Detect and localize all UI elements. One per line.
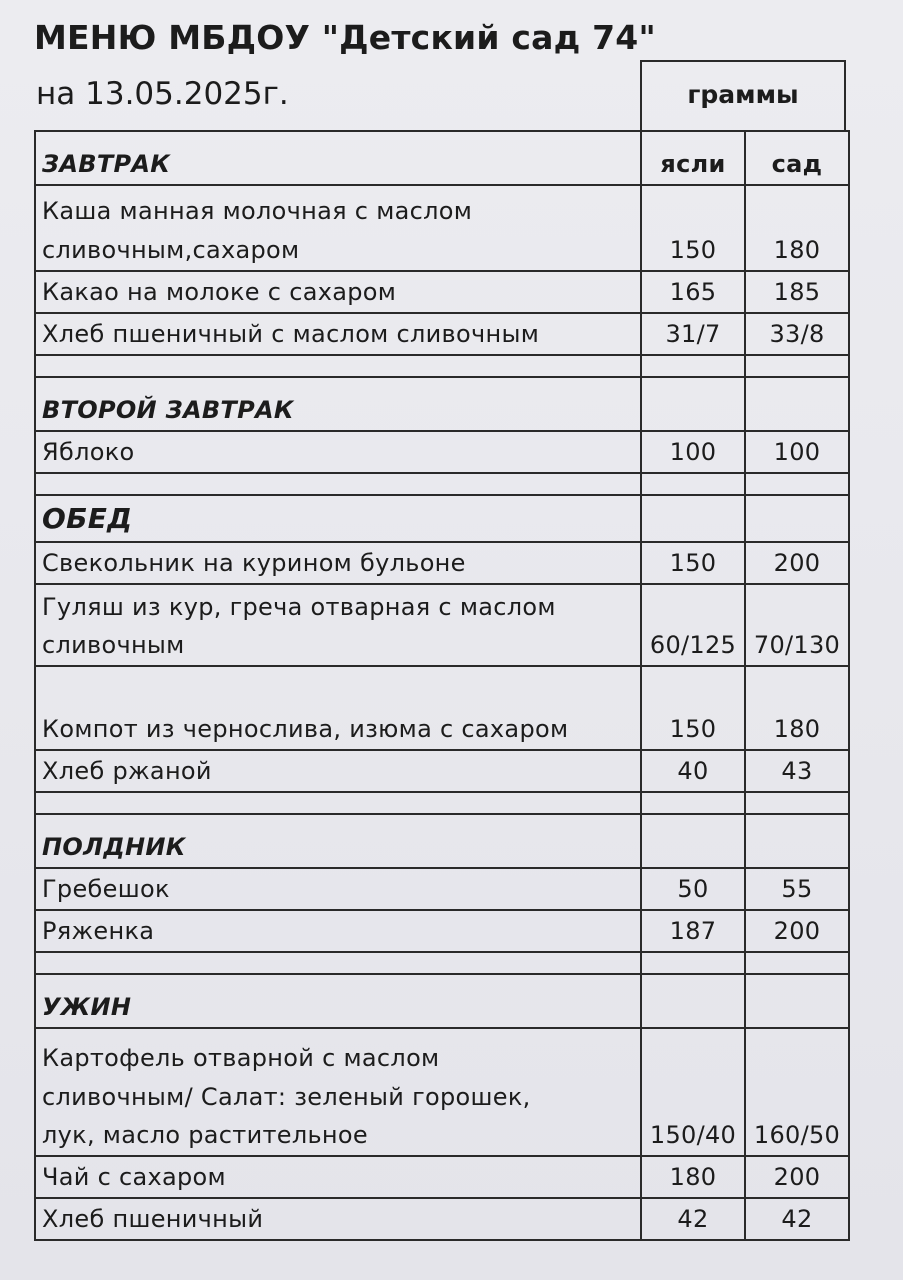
spacer-row <box>35 355 849 377</box>
menu-table <box>34 130 850 1241</box>
section-header-afternoon-snack <box>35 814 849 868</box>
dish-name: Каша манная молочная с маслом сливочным,сахаром <box>35 185 641 271</box>
section-title: ЗАВТРАК <box>35 131 641 185</box>
grams-header <box>640 60 846 130</box>
dish-name: Свекольник на курином бульоне <box>35 542 641 584</box>
nursery-grams: 31/7 <box>641 313 745 355</box>
section-header-lunch <box>35 495 849 542</box>
table-row <box>35 1198 849 1240</box>
table-row <box>35 313 849 355</box>
nursery-grams: 150 <box>641 185 745 271</box>
dish-name: Чай с сахаром <box>35 1156 641 1198</box>
kindergarten-grams: 180 <box>745 666 849 750</box>
column-kindergarten-label: сад <box>745 131 849 185</box>
kindergarten-grams: 180 <box>745 185 849 271</box>
nursery-grams: 150 <box>641 542 745 584</box>
kindergarten-grams: 200 <box>745 542 849 584</box>
dish-name: Хлеб пшеничный <box>35 1198 641 1240</box>
dish-name: Хлеб ржаной <box>35 750 641 792</box>
kindergarten-grams: 70/130 <box>745 584 849 666</box>
dish-name: Гуляш из кур, греча отварная с маслом сливочным <box>35 584 641 666</box>
section-title: ОБЕД <box>35 495 641 542</box>
table-row <box>35 750 849 792</box>
nursery-grams: 60/125 <box>641 584 745 666</box>
menu-title: МЕНЮ МБДОУ "Детский сад 74" <box>34 18 656 57</box>
nursery-grams: 150/40 <box>641 1028 745 1156</box>
table-row <box>35 1028 849 1156</box>
kindergarten-grams: 42 <box>745 1198 849 1240</box>
dish-name: Компот из чернослива, изюма с сахаром <box>35 666 641 750</box>
section-header-breakfast <box>35 131 849 185</box>
table-row <box>35 271 849 313</box>
kindergarten-grams: 185 <box>745 271 849 313</box>
nursery-grams: 42 <box>641 1198 745 1240</box>
section-header-dinner <box>35 974 849 1028</box>
nursery-grams: 50 <box>641 868 745 910</box>
table-row <box>35 431 849 473</box>
dish-name: Ряженка <box>35 910 641 952</box>
kindergarten-grams: 200 <box>745 910 849 952</box>
nursery-grams: 180 <box>641 1156 745 1198</box>
kindergarten-grams: 100 <box>745 431 849 473</box>
table-row <box>35 868 849 910</box>
table-row <box>35 910 849 952</box>
column-nursery-label: ясли <box>641 131 745 185</box>
kindergarten-grams: 160/50 <box>745 1028 849 1156</box>
spacer-row <box>35 792 849 814</box>
nursery-grams: 150 <box>641 666 745 750</box>
section-title: ВТОРОЙ ЗАВТРАК <box>35 377 641 431</box>
section-title: УЖИН <box>35 974 641 1028</box>
section-header-second-breakfast <box>35 377 849 431</box>
spacer-row <box>35 952 849 974</box>
nursery-grams: 100 <box>641 431 745 473</box>
grams-label: граммы <box>687 80 799 109</box>
dish-name: Гребешок <box>35 868 641 910</box>
dish-name: Какао на молоке с сахаром <box>35 271 641 313</box>
nursery-grams: 165 <box>641 271 745 313</box>
kindergarten-grams: 200 <box>745 1156 849 1198</box>
spacer-row <box>35 473 849 495</box>
nursery-grams: 187 <box>641 910 745 952</box>
dish-name: Картофель отварной с маслом сливочным/ Салат: зеленый горошек, лук, масло растительное <box>35 1028 641 1156</box>
table-row <box>35 584 849 666</box>
dish-name: Яблоко <box>35 431 641 473</box>
section-title: ПОЛДНИК <box>35 814 641 868</box>
table-row <box>35 185 849 271</box>
menu-date: на 13.05.2025г. <box>36 76 289 112</box>
kindergarten-grams: 55 <box>745 868 849 910</box>
kindergarten-grams: 33/8 <box>745 313 849 355</box>
table-row <box>35 542 849 584</box>
dish-name: Хлеб пшеничный с маслом сливочным <box>35 313 641 355</box>
nursery-grams: 40 <box>641 750 745 792</box>
table-row <box>35 666 849 750</box>
kindergarten-grams: 43 <box>745 750 849 792</box>
table-row <box>35 1156 849 1198</box>
